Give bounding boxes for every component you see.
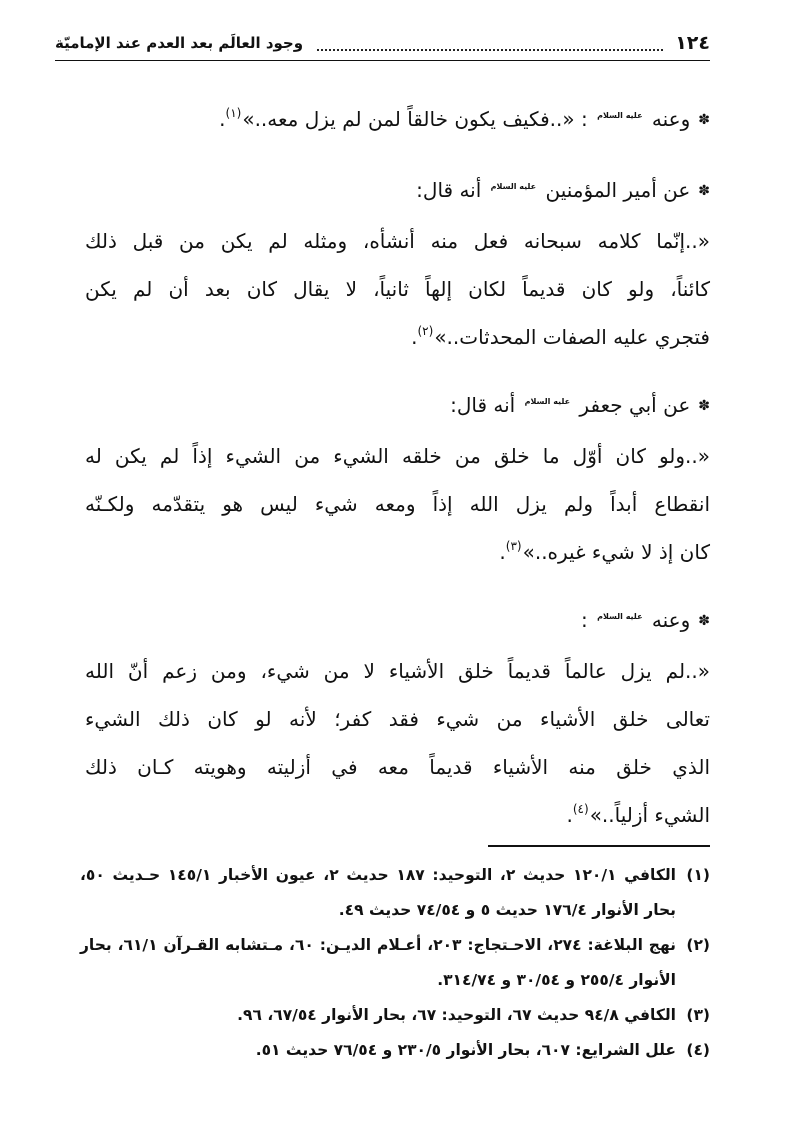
honorific-ligature: عليه السلام xyxy=(597,111,643,120)
quote-line: الذي خلق منه الأشياء قديماً معه في أزليته وهويته كـان ذلك xyxy=(85,755,710,779)
footnote-ref: (٤) xyxy=(572,802,589,816)
footnote-number: (٤) xyxy=(686,1041,710,1059)
footnote-ref: (١) xyxy=(225,106,242,120)
asterisk-marker-icon: ✽ xyxy=(698,183,710,199)
footnote-text: الكافي ٩٤/٨ حديث ٦٧، التوحيد: ٦٧، بحار الأنوار ٦٧/٥٤، ٩٦. xyxy=(237,1006,676,1024)
hadith-heading xyxy=(85,95,710,146)
hadith-heading xyxy=(85,596,710,647)
heading-text: عن أبي جعفر xyxy=(579,393,691,417)
footnote xyxy=(80,858,710,928)
heading-text: وعنه xyxy=(651,608,691,632)
quote-line: «..ولو كان أوّل ما خلق من خلقه الشيء من الشيء إذاً لم يكن له xyxy=(85,444,710,468)
running-title: وجود العالَم بعد العدم عند الإماميّة xyxy=(55,34,304,52)
footnotes xyxy=(80,858,710,1068)
quote-line: كائناً، ولو كان قديماً لكان إلهاً ثانياً، لا يقال كان بعد أن لم يكن xyxy=(85,277,710,301)
footnote-number: (٢) xyxy=(686,936,710,954)
footnote xyxy=(80,998,710,1033)
main-text xyxy=(85,95,710,839)
page-number: ١٢٤ xyxy=(675,32,710,54)
punctuation: . xyxy=(566,803,573,827)
honorific-ligature: عليه السلام xyxy=(597,612,643,621)
heading-text: أنه قال: xyxy=(450,393,516,417)
heading-text: أنه قال: xyxy=(416,178,482,202)
running-header xyxy=(55,26,710,61)
hadith-heading xyxy=(85,166,710,217)
hadith-heading xyxy=(85,381,710,432)
quote-text: كان إذ لا شيء غيره..» xyxy=(522,540,710,564)
quote-line: انقطاع أبداً ولم يزل الله إذاً ومعه شيء ليس هو يتقدّمه ولكـنّه xyxy=(85,492,710,516)
footnote-number: (٣) xyxy=(686,1006,710,1024)
quote-line-last xyxy=(85,528,710,576)
punctuation: . xyxy=(411,325,418,349)
quote-line-last xyxy=(85,313,710,361)
honorific-ligature: عليه السلام xyxy=(524,397,571,406)
footnote xyxy=(80,1033,710,1068)
heading-text: : xyxy=(580,608,588,632)
footnote xyxy=(80,928,710,998)
punctuation: . xyxy=(499,540,506,564)
asterisk-marker-icon: ✽ xyxy=(698,112,710,128)
heading-text: وعنه xyxy=(651,107,691,131)
footnote-text: علل الشرايع: ٦٠٧، بحار الأنوار ٢٣٠/٥ و ٧٦/٥٤ حديث ٥١. xyxy=(255,1041,676,1059)
quote-line: «..إنّما كلامه سبحانه فعل منه أنشأه، ومثله لم يكن من قبل ذلك xyxy=(85,229,710,253)
footnote-text: نهج البلاغة: ٢٧٤، الاحـتجاج: ٢٠٣، أعـلام الديـن: ٦٠، مـتشابه القـرآن ٦١/١، بحار الأنوار ٢٥٥/٤ و ٣٠/٥٤ و ٣١٤/٧٤. xyxy=(80,936,676,989)
header-dot-leader xyxy=(317,48,663,51)
quote-text: : «..فكيف يكون خالقاً لمن لم يزل معه..» xyxy=(242,107,588,131)
footnote-ref: (٣) xyxy=(505,539,522,553)
heading-text: عن أمير المؤمنين xyxy=(545,178,691,202)
quote-text: الشيء أزلياً..» xyxy=(589,803,710,827)
asterisk-marker-icon: ✽ xyxy=(698,613,710,629)
footnote-text: الكافي ١٢٠/١ حديث ٢، التوحيد: ١٨٧ حديث ٢، عيون الأخبار ١٤٥/١ حـديث ٥٠، بحار الأنوار ١٧٦/٤ حديث ٥ و ٧٤/٥٤ حديث ٤٩. xyxy=(80,866,676,919)
quote-line-last xyxy=(85,791,710,839)
quote-line: «..لم يزل عالماً قديماً خلق الأشياء لا من شيء، ومن زعم أنّ الله xyxy=(85,659,710,683)
honorific-ligature: عليه السلام xyxy=(490,182,537,191)
asterisk-marker-icon: ✽ xyxy=(698,398,710,414)
quote-text: فتجري عليه الصفات المحدثات..» xyxy=(434,325,710,349)
quote-line: تعالى خلق الأشياء من شيء فقد كفر؛ لأنه لو كان ذلك الشيء xyxy=(85,707,710,731)
footnote-number: (١) xyxy=(686,866,710,884)
punctuation: . xyxy=(219,107,226,131)
footnote-ref: (٢) xyxy=(417,324,434,338)
footnote-separator xyxy=(488,845,710,847)
